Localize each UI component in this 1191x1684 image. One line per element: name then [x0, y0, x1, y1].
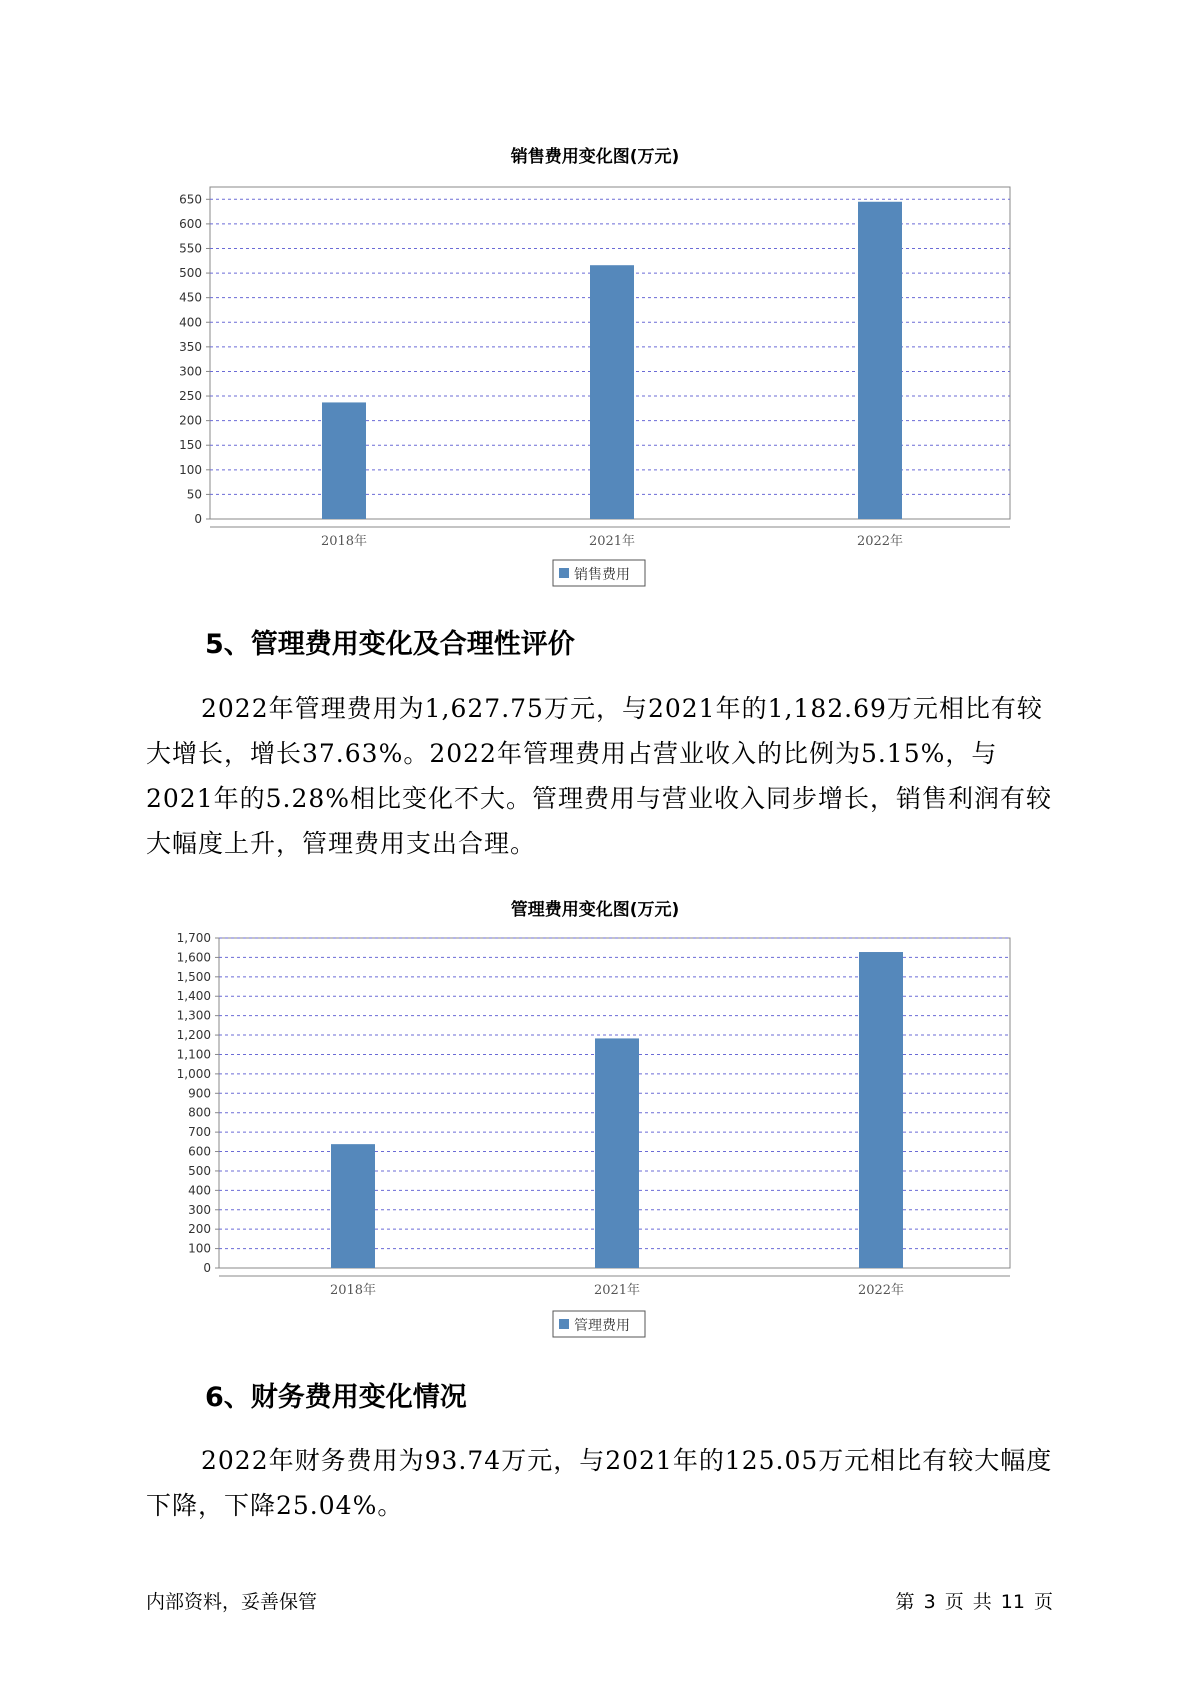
admin-expense-chart [0, 888, 1191, 1343]
y-tick-label: 1,700 [176, 931, 211, 945]
y-tick-label: 0 [194, 512, 202, 526]
chart-title: 销售费用变化图(万元) [510, 147, 680, 167]
x-tick-label: 2021年 [588, 534, 636, 549]
y-tick-label: 650 [179, 192, 202, 207]
y-tick-label: 1,200 [176, 1028, 211, 1043]
footer-left: 内部资料，妥善保管 [146, 1591, 318, 1613]
y-tick-label: 550 [179, 241, 202, 256]
y-tick-label: 450 [179, 290, 202, 305]
y-tick-label: 900 [188, 1086, 211, 1101]
sales-expense-chart [0, 135, 1191, 590]
legend-label: 销售费用 [574, 567, 630, 583]
legend-swatch [559, 568, 569, 578]
y-tick-label: 100 [179, 462, 202, 477]
y-tick-label: 300 [188, 1202, 211, 1217]
section5-heading: 5、管理费用变化及合理性评价 [205, 629, 575, 660]
y-tick-label: 700 [188, 1125, 211, 1140]
sales-expense-chart-svg [0, 135, 1191, 590]
x-tick-label: 2018年 [329, 1283, 377, 1298]
y-tick-label: 200 [188, 1222, 211, 1237]
y-tick-label: 50 [186, 487, 202, 502]
chart-title: 管理费用变化图(万元) [510, 900, 680, 920]
y-tick-label: 0 [203, 1261, 211, 1275]
y-tick-label: 1,300 [176, 1008, 211, 1023]
y-tick-label: 1,500 [176, 969, 211, 984]
y-tick-label: 600 [188, 1144, 211, 1159]
bar-1 [590, 265, 634, 519]
y-tick-label: 1,400 [176, 989, 211, 1004]
y-tick-label: 500 [188, 1163, 211, 1178]
legend-label: 管理费用 [574, 1318, 630, 1334]
y-tick-label: 350 [179, 339, 202, 354]
legend [553, 560, 645, 586]
y-tick-label: 200 [179, 413, 202, 428]
bar-0 [331, 1144, 375, 1268]
y-tick-label: 400 [188, 1183, 211, 1198]
x-tick-label: 2022年 [856, 534, 904, 549]
y-tick-label: 250 [179, 389, 202, 404]
y-tick-label: 150 [179, 438, 202, 453]
x-tick-label: 2022年 [857, 1283, 905, 1298]
y-tick-label: 100 [188, 1241, 211, 1256]
section5-paragraph: 2022年管理费用为1,627.75万元，与2021年的1,182.69万元相比有较大增长，增长37.63%。2022年管理费用占营业收入的比例为5.15%，与2021年的5.28%相比变化不大。管理费用与营业收入同步增长，销售利润有较大幅度上升，管理费用支出合理。 [146, 694, 1053, 858]
bar-1 [595, 1038, 639, 1268]
x-tick-label: 2021年 [593, 1283, 641, 1298]
bar-2 [858, 202, 902, 519]
footer-page-number: 第 3 页 共 11 页 [895, 1591, 1053, 1613]
y-tick-label: 1,100 [176, 1047, 211, 1062]
x-tick-label: 2018年 [320, 534, 368, 549]
admin-expense-chart-svg [0, 888, 1191, 1343]
y-tick-label: 300 [179, 364, 202, 379]
bar-0 [322, 402, 366, 519]
y-tick-label: 1,600 [176, 950, 211, 965]
y-tick-label: 400 [179, 315, 202, 330]
bar-2 [859, 952, 903, 1268]
legend [553, 1311, 645, 1337]
legend-swatch [559, 1319, 569, 1329]
y-tick-label: 500 [179, 266, 202, 281]
y-tick-label: 1,000 [176, 1066, 211, 1081]
section6-paragraph: 2022年财务费用为93.74万元，与2021年的125.05万元相比有较大幅度下降，下降25.04%。 [146, 1446, 1053, 1520]
section6-heading: 6、财务费用变化情况 [205, 1382, 467, 1413]
y-tick-label: 600 [179, 216, 202, 231]
y-tick-label: 800 [188, 1105, 211, 1120]
